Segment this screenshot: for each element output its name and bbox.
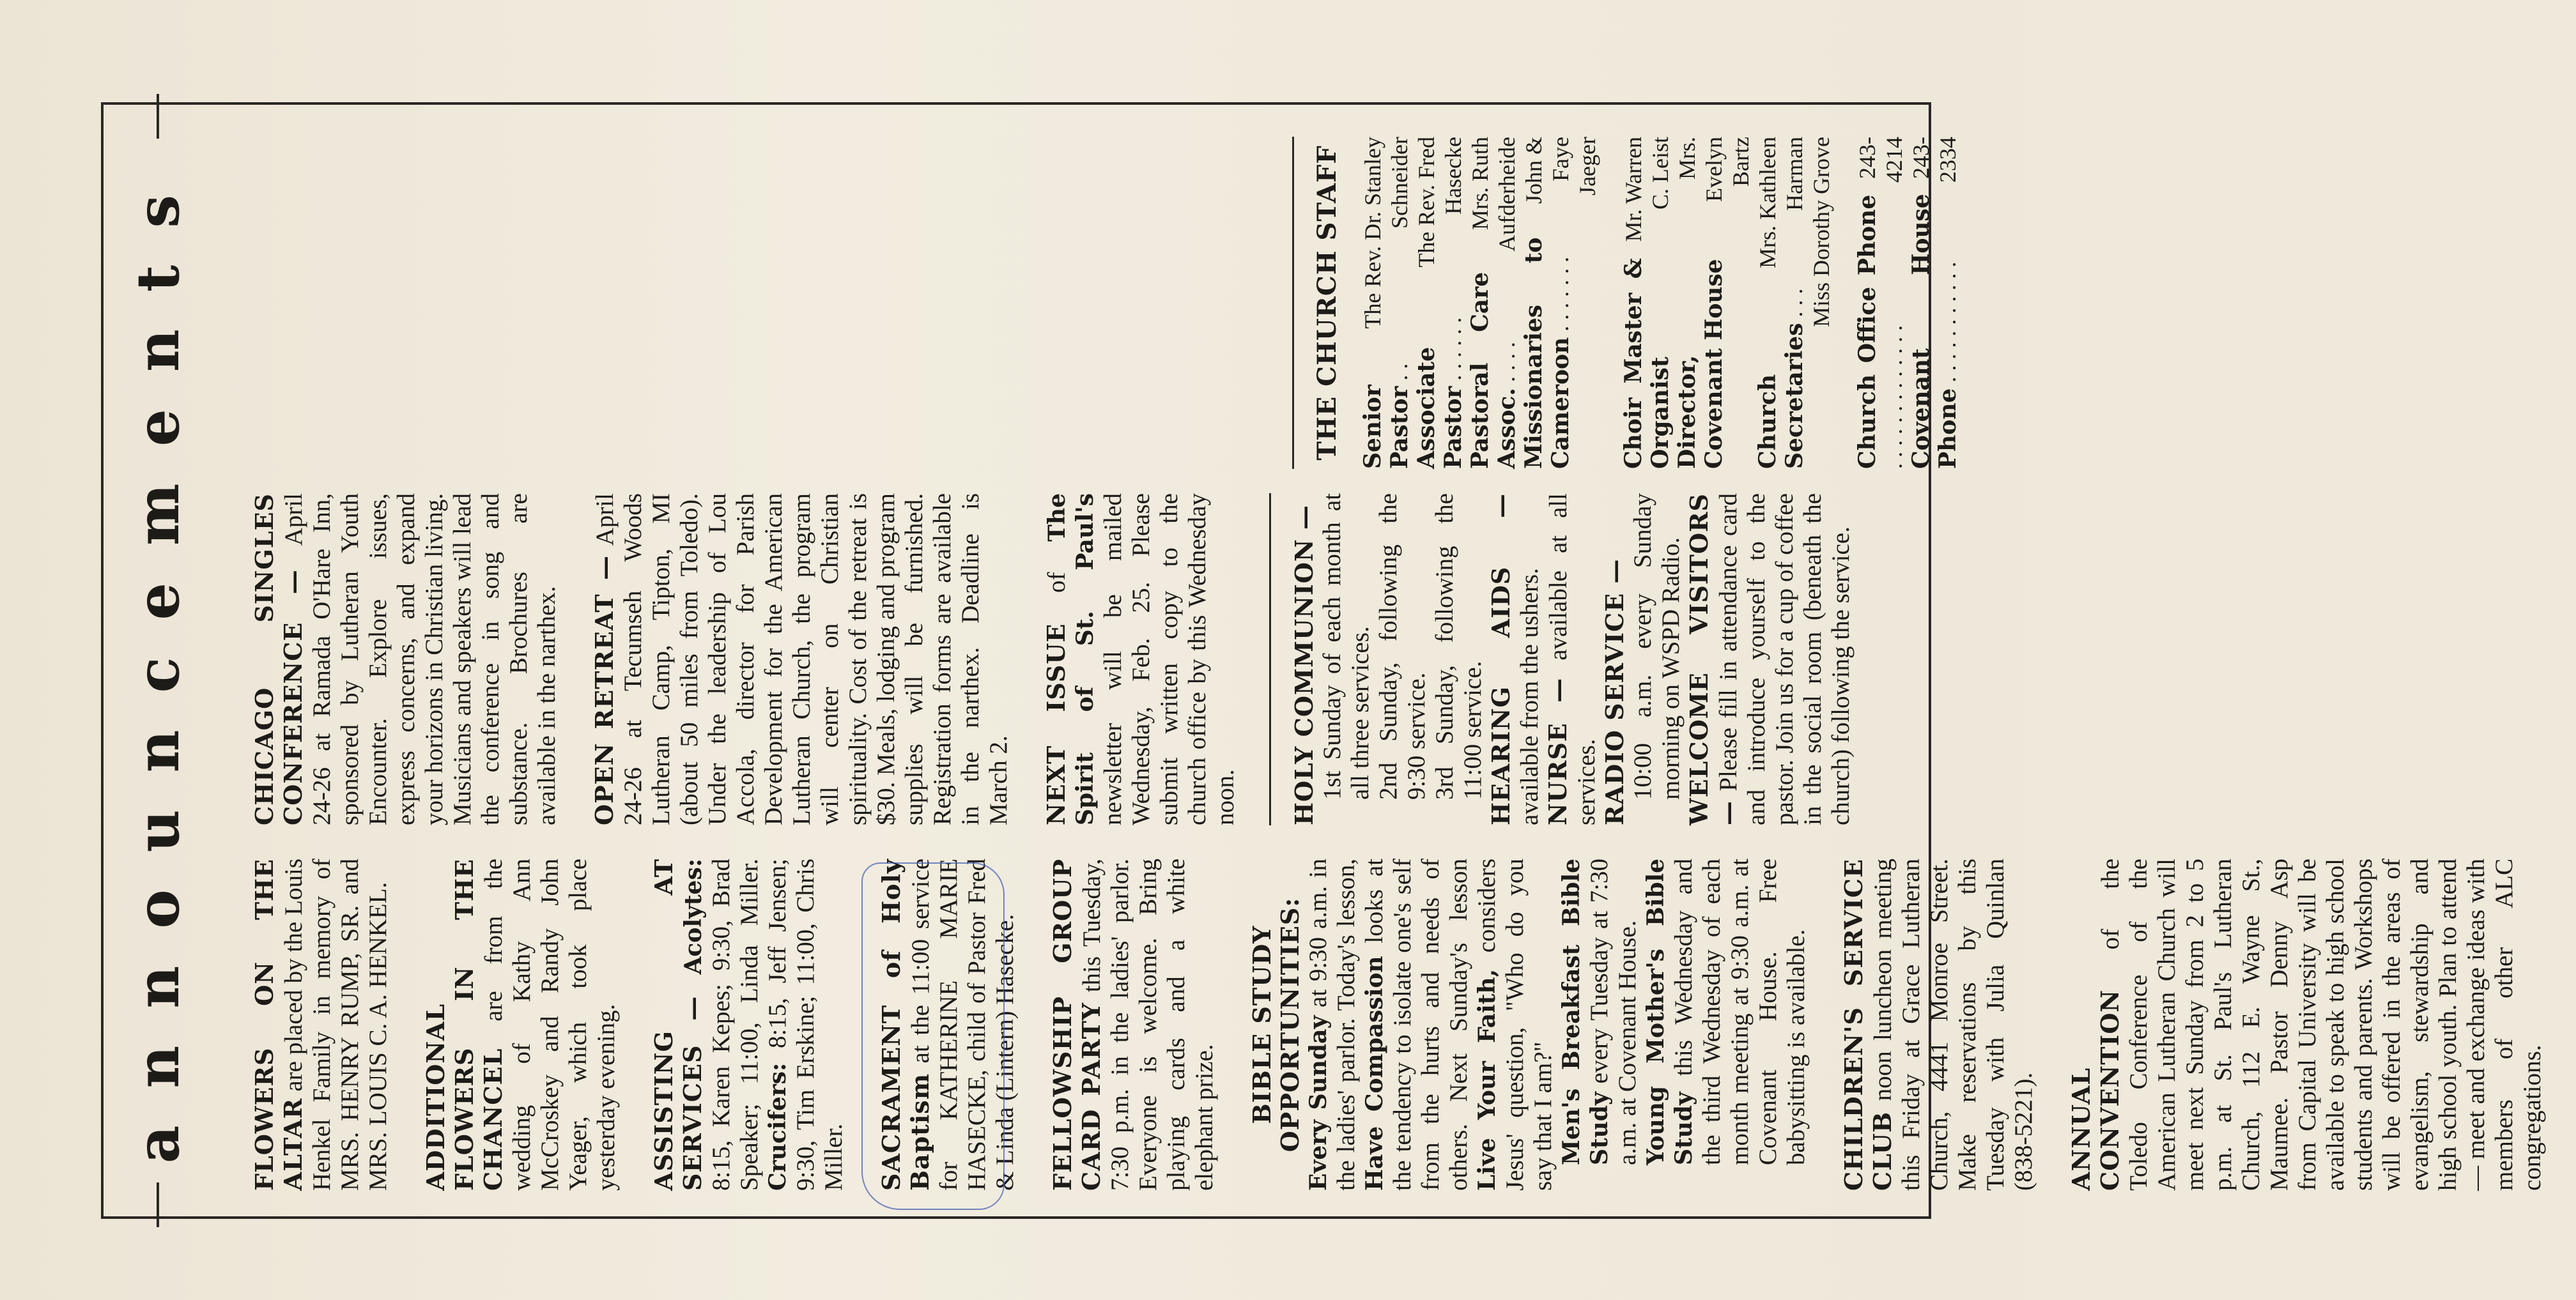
staff-name: The Rev. Dr. Stanley Schneider <box>1360 137 1412 329</box>
staff-name: Mrs. Ruth Aufderheide <box>1467 137 1520 252</box>
staff-row <box>1674 137 1754 469</box>
childrens-club-announcement <box>1840 859 2038 1191</box>
childrens-club-body: noon luncheon meeting this Friday at Grace Lutheran Church, 4441 Monroe Street. Make reservations by this Tuesday with Julia Quinlan (838-5221). <box>1869 859 2037 1191</box>
staff-row <box>1359 137 1413 469</box>
childrens-club-heading: CHILDREN'S SERVICE CLUB <box>1839 859 1897 1191</box>
nurse-block <box>1544 493 1601 825</box>
staff-row <box>1854 137 1908 469</box>
flowers-announcement <box>251 859 392 1191</box>
live-your-faith-label: Live Your Faith, <box>1474 968 1500 1191</box>
staff-spacer <box>1601 137 1620 469</box>
staff-role: Pastoral Care Assoc. <box>1467 271 1520 469</box>
next-issue-of: of <box>1043 572 1070 593</box>
staff-name: 243-2334 <box>1908 137 1961 183</box>
staff-list <box>1359 137 1961 469</box>
title-rule-right <box>157 94 159 139</box>
staff-role: Senior Pastor <box>1359 385 1413 469</box>
staff-title: THE CHURCH STAFF <box>1312 145 1342 461</box>
staff-row <box>1620 137 1674 469</box>
bible-text-1: at 9:30 a.m. in the ladies' parlor. Today's lesson, <box>1304 859 1360 1191</box>
flowers-body: are placed by the Louis Henkel Family in memory of MRS. HENRY RUMP, SR. and MRS. LOUIS C. A. HENKEL. <box>280 859 392 1191</box>
nurse-body: available at all services. <box>1545 493 1600 825</box>
every-sunday-label: Every Sunday <box>1305 1015 1332 1191</box>
next-issue-heading: NEXT ISSUE <box>1042 623 1070 825</box>
chicago-body: April 24-26 at Ramada O'Hare Inn, sponsored by Lutheran Youth Encounter. Explore issues, express concerns, and expand your horizons in Christian living. Musicians and speakers will lead the conference in song and substance. Brochures are available in the narthex. <box>280 493 560 825</box>
staff-leader-dots: . . . . . . . <box>1548 256 1573 337</box>
radio-heading: RADIO SERVICE — <box>1600 558 1629 825</box>
hearing-aids-body: available from the ushers. <box>1516 568 1543 825</box>
holy-communion-block <box>1290 493 1487 825</box>
acolytes-list: 8:15, Karen Kepes; 9:30, Brad Speaker; 11:00, Linda Miller. <box>707 859 763 1191</box>
nurse-heading: NURSE — <box>1543 677 1572 825</box>
communion-line-3: 3rd Sunday, following the 11:00 service. <box>1431 493 1486 800</box>
staff-name: Mrs. Evelyn Bartz <box>1674 137 1754 202</box>
staff-role: Church Secretaries <box>1754 323 1808 469</box>
staff-role: Missionaries to Cameroon <box>1520 237 1574 469</box>
visitors-block <box>1685 493 1855 825</box>
section-divider <box>1269 493 1271 825</box>
staff-leader-dots: . . <box>1387 363 1412 386</box>
have-compassion-label: Have Compassion <box>1361 956 1388 1191</box>
staff-leader-dots: . . . . . . . . . . . . . <box>1881 325 1907 469</box>
convention-body: of the Toledo Conference of the American Lutheran Church will meet next Sunday from 2 to 5 p.m. at St. Paul's Lutheran Church, 112 E. Wayne St., Maumee. Pastor Denny Asp from Capital University will be available to speak to high school students and parents. Workshops will be offered in the areas of evangelism, stewardship and high school youth. Plan to attend — meet and exchange ideas with members of other ALC congregations. <box>2097 859 2546 1191</box>
crucifers-label: Crucifers: <box>764 1062 791 1191</box>
staff-name: 243-4214 <box>1855 137 1907 183</box>
staff-row <box>1908 137 1961 469</box>
staff-leader-dots: . . . . . . <box>1440 317 1466 386</box>
staff-divider <box>1292 137 1294 469</box>
staff-role: Church Office Phone <box>1854 194 1881 469</box>
chicago-heading: CHICAGO SINGLES CONFERENCE — <box>250 493 307 825</box>
sacrament-heading: SACRAMENT of Holy Baptism <box>877 859 934 1191</box>
bible-study-heading: BIBLE STUDY OPPORTUNITIES: <box>1247 897 1304 1152</box>
staff-row <box>1467 137 1520 469</box>
communion-line-1: 1st Sunday of each month at all three services. <box>1318 493 1374 800</box>
bible-text-2: looks at the tendency to isolate one's self from the hurts and needs of others. Next Sunday's lesson <box>1361 859 1472 1191</box>
header <box>104 105 212 1216</box>
bible-text-4: every Tuesday at 7:30 a.m. at Covenant House. <box>1585 859 1641 1165</box>
next-issue-announcement <box>1042 493 1240 825</box>
staff-name: Mr. Warren C. Leist <box>1621 137 1673 242</box>
bible-text-3: considers Jesus' question, "Who do you say that I am?" <box>1473 858 1557 1191</box>
staff-row <box>1413 137 1467 469</box>
visitors-body: Please fill in attendance card and introduce yourself to the pastor. Join us for a cup of coffee in the social room (beneath the church) following the service. <box>1715 493 1855 825</box>
fellowship-heading: FELLOWSHIP GROUP CARD PARTY <box>1048 859 1106 1191</box>
young-mothers-label: Young Mother's Bible Study <box>1642 859 1697 1165</box>
staff-name: Miss Dorothy Grove <box>1809 137 1834 327</box>
staff-leader-dots: . . . . <box>1494 342 1520 388</box>
crucifers-list: 8:15, Jeff Jensen; 9:30, Tim Erskine; 11:00, Chris Miller. <box>764 858 847 1191</box>
hearing-aids-heading: HEARING AIDS — <box>1486 493 1515 825</box>
acolytes-label: Acolytes: <box>680 859 707 975</box>
convention-announcement <box>2067 859 2547 1191</box>
flowers-heading: FLOWERS ON THE ALTAR <box>250 859 307 1191</box>
column-right <box>1292 137 1961 469</box>
staff-row <box>1754 137 1808 469</box>
bulletin-page <box>104 105 2546 1216</box>
visitors-heading: WELCOME VISITORS — <box>1685 493 1742 825</box>
fellowship-body: this Tuesday, 7:30 p.m. in the ladies' parlor. Everyone is welcome. Bring playing cards and a white elephant prize. <box>1078 859 1218 1191</box>
holy-communion-heading: HOLY COMMUNION — <box>1290 505 1318 825</box>
sacrament-body: at the 11:00 service for KATHERINE MARIE HASECKE, child of Pastor Fred & Linda (Lintern) Hasecke. <box>907 858 1019 1191</box>
staff-role: Director, Covenant House <box>1674 259 1727 469</box>
page-title: announcements <box>123 157 192 1164</box>
next-issue-body: newsletter will be mailed Wednesday, Feb. 25. Please submit written copy to the church office by this Wednesday noon. <box>1099 493 1239 825</box>
staff-name: The Rev. Fred Hasecke <box>1414 137 1466 268</box>
hearing-aids-block <box>1487 493 1544 825</box>
staff-row <box>1520 137 1601 469</box>
column-middle <box>251 493 1855 825</box>
column-left <box>251 859 2576 1191</box>
retreat-body: April 24-26 at Tecumseh Woods Lutheran Camp, Tipton, MI (about 50 miles from Toledo). Under the leadership of Lou Accola, director for Parish Development for the American Lutheran Church, the program will center on Christian spirituality. Cost of the retreat is $30. Meals, lodging and program supplies will be furnished. Registration forms are available in the narthex. Deadline is March 2. <box>591 493 1012 825</box>
staff-role: Associate Pastor <box>1413 347 1467 469</box>
staff-name: Mrs. Kathleen Harman <box>1755 137 1807 268</box>
radio-body: 10:00 a.m. every Sunday morning on WSPD Radio. <box>1629 493 1685 800</box>
staff-role: Choir Master & Organist <box>1620 258 1674 469</box>
additional-flowers-body: are from the wedding of Kathy Ann McCroskey and Randy John Yeager, which took place yesterday evening. <box>480 859 620 1191</box>
bible-text-5: this Wednesday and the third Wednesday of each month meeting at 9:30 a.m. at Covenant House. Free babysitting is available. <box>1670 858 1810 1165</box>
communion-line-2: 2nd Sunday, following the 9:30 service. <box>1375 493 1430 800</box>
chicago-conference-announcement <box>251 493 561 825</box>
newsletter-title: The Spirit of St. Paul's <box>1044 493 1099 825</box>
bible-study-announcement <box>1248 859 1810 1191</box>
additional-flowers-announcement <box>422 859 621 1191</box>
retreat-heading: OPEN RETREAT — <box>590 555 619 825</box>
radio-block <box>1601 493 1685 825</box>
convention-heading: ANNUAL CONVENTION <box>2067 989 2124 1191</box>
sacrament-announcement <box>877 859 1019 1191</box>
staff-leader-dots: . . . . . . . . . . . <box>1935 261 1961 388</box>
staff-spacer <box>1835 137 1854 469</box>
assisting-announcement <box>650 859 848 1191</box>
assisting-heading: ASSISTING AT SERVICES — <box>649 859 707 1191</box>
staff-leader-dots: . . . <box>1782 288 1807 323</box>
mens-study-label: Men's Breakfast Bible Study <box>1558 859 1613 1165</box>
fellowship-announcement <box>1049 859 1219 1191</box>
title-rule-left <box>157 1182 159 1227</box>
staff-role: Covenant House Phone <box>1908 194 1961 469</box>
additional-flowers-heading: ADDITIONAL FLOWERS IN THE CHANCEL <box>421 859 507 1191</box>
retreat-announcement <box>590 493 1013 825</box>
staff-row <box>1808 137 1835 469</box>
staff-name: John & Faye Jaeger <box>1521 137 1600 204</box>
